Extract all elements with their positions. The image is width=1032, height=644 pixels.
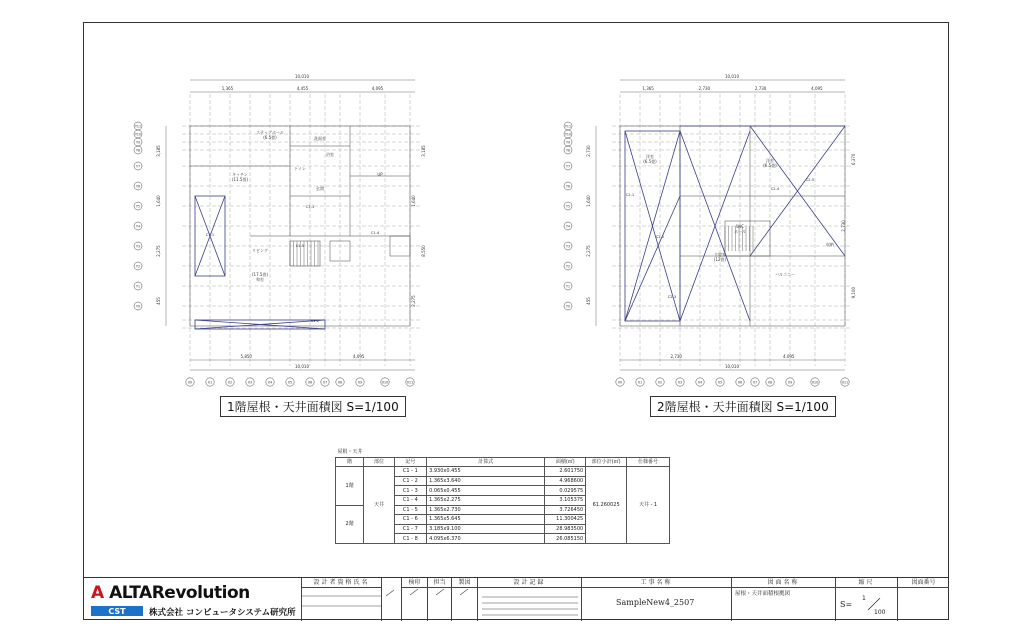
- check-cell-2: 担当: [427, 578, 451, 621]
- area-code-label: C1-1: [205, 233, 215, 237]
- grid-bubble-label: X5: [287, 380, 293, 385]
- area-code-label: C2-2: [655, 235, 665, 239]
- grid-bubble-label: X9: [357, 380, 363, 385]
- grid-bubble-label: X8: [337, 380, 343, 385]
- plan-1f-svg: [130, 66, 430, 396]
- right-dimension: 2,730: [841, 220, 846, 232]
- room-label: (11.5畳): [231, 177, 249, 182]
- spec-cell: 天井 - 1: [627, 467, 670, 544]
- bottom-dimension: 4,095: [783, 354, 795, 359]
- bottom-dimension: 4,095: [353, 354, 365, 359]
- left-dimension: 2,275: [156, 245, 161, 257]
- cell-code: C1 - 7: [394, 524, 426, 534]
- top-dimension: 4,095: [371, 86, 384, 91]
- grid-bubble-label: X8: [767, 380, 773, 385]
- cell-formula: 3.930x0.455: [427, 467, 545, 477]
- header-area: 面積(㎡): [545, 457, 586, 467]
- cell-area: 0.029575: [545, 486, 586, 496]
- drawing-name: 屋根・天井面積根拠図: [735, 591, 791, 597]
- scale-cell: 縮尺 S= 1 100: [835, 578, 897, 621]
- grid-bubble-label: Y7: [566, 164, 570, 169]
- grid-bubble-label: X2: [657, 380, 663, 385]
- area-code-label: C1-3: [305, 205, 315, 209]
- cell-formula: 4.095x6.370: [427, 534, 545, 544]
- top-dimension: 2,730: [754, 86, 767, 91]
- project-cell: 工事名称 SampleNew4_2507: [581, 578, 731, 621]
- grid-bubble-label: Y5: [566, 204, 570, 209]
- cell-formula: 1.365x3.640: [427, 476, 545, 486]
- cell-area: 4.968600: [545, 476, 586, 486]
- left-dimension: 2,275: [586, 245, 591, 257]
- plan-2f: [560, 66, 860, 414]
- area-table-header: [336, 457, 670, 467]
- area-code-label: C1-2: [310, 319, 320, 323]
- company-name: 株式会社 コンピュータシステム研究所: [149, 608, 296, 618]
- header-code: 記号: [394, 457, 426, 467]
- design-record-cell: 設計記録: [477, 578, 581, 621]
- grid-bubble-label: Y11: [564, 124, 572, 129]
- right-dimension: 1,640: [411, 195, 416, 207]
- grid-bubble-label: X2: [227, 380, 233, 385]
- top-dimension: 1,365: [221, 86, 234, 91]
- grid-bubble-label: Y10: [134, 132, 142, 137]
- room-label: トイレ: [294, 166, 306, 171]
- grid-bubble-label: X7: [322, 380, 328, 385]
- room-label: 浴室: [326, 152, 334, 157]
- room-label: ホール: [734, 229, 746, 234]
- grid-bubble-label: Y0: [136, 304, 140, 309]
- cell-formula: 1.365x2.275: [427, 495, 545, 505]
- cell-formula: 3.185x9.100: [427, 524, 545, 534]
- bottom-dimension: 5,850: [240, 354, 252, 359]
- area-code-label: C2-3: [667, 295, 677, 299]
- header-formula: 計算式: [427, 457, 545, 467]
- grid-bubble-label: Y6: [566, 184, 570, 189]
- grid-bubble-label: Y4: [136, 224, 140, 229]
- grid-bubble-label: X0: [617, 380, 623, 385]
- overall-dimension: 10,010: [725, 74, 739, 79]
- grid-bubble-label: X10: [811, 380, 819, 385]
- grid-bubble-label: X0: [187, 380, 193, 385]
- overall-dimension-bottom: 10,010: [725, 364, 739, 369]
- cell-area: 3.105375: [545, 495, 586, 505]
- designer-cell: 設計者資格氏名: [301, 578, 381, 621]
- grid-bubble-label: X10: [381, 380, 389, 385]
- left-dimension: 3,185: [156, 145, 161, 157]
- grid-bubble-label: Y6: [136, 184, 140, 189]
- grid-bubble-label: Y4: [566, 224, 570, 229]
- right-dimension: 3,185: [421, 145, 426, 157]
- cell-area: 11.300425: [545, 515, 586, 525]
- area-table: [335, 448, 670, 544]
- right-dimension: 9,100: [851, 286, 856, 299]
- area-code-label: C1-5: [295, 244, 305, 248]
- floor-cell: 2階: [336, 505, 364, 543]
- room-label: 収納: [826, 242, 834, 247]
- subtotal-cell: 61.260025: [586, 467, 627, 544]
- plan-2f-svg: [560, 66, 860, 396]
- plan-1f-caption: 1階屋根・天井面積図 S=1/100: [220, 396, 406, 417]
- cell-area: 26.085150: [545, 534, 586, 544]
- grid-bubble-label: Y5: [136, 204, 140, 209]
- header-spec: 仕様番号: [627, 457, 670, 467]
- room-label: リビング: [252, 248, 268, 253]
- room-label: 洋室: [766, 158, 774, 163]
- grid-bubble-label: Y3: [566, 244, 570, 249]
- area-code-label: C2-1: [625, 193, 635, 197]
- header-part: 部位: [364, 457, 394, 467]
- area-code-label: C2-4: [770, 187, 780, 191]
- top-dimension: 2,730: [698, 86, 711, 91]
- cell-code: C1 - 3: [394, 486, 426, 496]
- cell-formula: 1.365x5.645: [427, 515, 545, 525]
- check-cell-1: 検印: [401, 578, 427, 621]
- room-label: (17.5畳): [251, 272, 269, 277]
- grid-bubble-label: Y1: [136, 284, 140, 289]
- grid-bubble-label: Y1: [566, 284, 570, 289]
- room-label: UP: [377, 172, 383, 177]
- top-dimension: 4,455: [296, 86, 309, 91]
- cell-formula: 1.365x2.730: [427, 505, 545, 515]
- grid-bubble-label: Y0: [566, 304, 570, 309]
- left-dimension: 455: [156, 297, 161, 305]
- overall-dimension: 10,010: [295, 74, 309, 79]
- room-label: (12畳): [713, 257, 727, 262]
- header-subtotal: 部位小計(㎡): [586, 457, 627, 467]
- right-dimension: 8,550: [421, 245, 426, 257]
- grid-bubble-label: X6: [307, 380, 313, 385]
- grid-bubble-label: Y7: [136, 164, 140, 169]
- grid-bubble-label: Y9: [566, 140, 570, 145]
- left-dimension: 1,640: [156, 195, 161, 207]
- room-label: WIC: [736, 224, 744, 229]
- cell-code: C1 - 6: [394, 515, 426, 525]
- grid-bubble-label: Y2: [136, 264, 140, 269]
- room-label: 和室: [256, 277, 264, 282]
- room-label: (6.5畳): [763, 163, 777, 168]
- plan-2f-caption: 2階屋根・天井面積図 S=1/100: [650, 396, 836, 417]
- drawing-number-cell: 図面番号: [897, 578, 949, 621]
- svg-text:CST: CST: [108, 607, 126, 616]
- cell-area: 2.601750: [545, 467, 586, 477]
- area-table-caption: 屋根・天井: [336, 448, 670, 457]
- cell-code: C1 - 1: [394, 467, 426, 477]
- cell-formula: 0.065x0.455: [427, 486, 545, 496]
- title-block: [83, 577, 949, 621]
- grid-bubble-label: X4: [267, 380, 273, 385]
- bottom-dimension: 2,730: [670, 354, 682, 359]
- top-dimension: 1,365: [642, 86, 654, 91]
- area-table-row: [336, 467, 670, 477]
- cell-area: 28.983500: [545, 524, 586, 534]
- floor-cell: 1階: [336, 467, 364, 505]
- check-cell-3: 製図: [451, 578, 477, 621]
- grid-bubble-label: Y11: [134, 124, 142, 129]
- grid-bubble-label: Y2: [566, 264, 570, 269]
- grid-bubble-label: X7: [752, 380, 758, 385]
- area-code-label: C2-5: [805, 178, 815, 182]
- room-label: 洋室: [646, 154, 654, 159]
- grid-bubble-label: Y8: [136, 148, 140, 153]
- cell-code: C1 - 8: [394, 534, 426, 544]
- grid-bubble-label: Y9: [136, 140, 140, 145]
- grid-bubble-label: X11: [841, 380, 849, 385]
- room-label: バルコニー: [775, 272, 795, 277]
- right-dimension: 6,370: [851, 153, 856, 166]
- top-dimension: 4,095: [811, 86, 823, 91]
- room-label: (6.5畳): [263, 135, 277, 140]
- cell-code: C1 - 4: [394, 495, 426, 505]
- header-floor: 階: [336, 457, 364, 467]
- overall-dimension-bottom: 10,010: [295, 364, 309, 369]
- grid-bubble-label: X1: [637, 380, 643, 385]
- cell-area: 3.726450: [545, 505, 586, 515]
- cell-code: C1 - 5: [394, 505, 426, 515]
- room-label: キッチン: [232, 172, 248, 177]
- grid-bubble-label: Y8: [566, 148, 570, 153]
- plan-1f: [130, 66, 430, 414]
- logo-wordmark: A ALTARevolution: [91, 583, 250, 603]
- drawing-name-cell: 図面名称 屋根・天井面積根拠図: [731, 578, 835, 621]
- grid-bubble-label: X4: [697, 380, 703, 385]
- grid-bubble-label: X1: [207, 380, 213, 385]
- part-cell: 天井: [364, 467, 394, 544]
- room-label: (6.5畳): [643, 159, 657, 164]
- room-label: ステップホール: [256, 130, 284, 135]
- project-name: SampleNew4_2507: [616, 598, 695, 607]
- grid-bubble-label: Y10: [564, 132, 572, 137]
- grid-bubble-label: X5: [717, 380, 723, 385]
- grid-bubble-label: X9: [787, 380, 793, 385]
- grid-bubble-label: Y3: [136, 244, 140, 249]
- company-logo: [85, 582, 301, 619]
- cst-logo: [91, 606, 143, 616]
- grid-bubble-label: X11: [406, 380, 414, 385]
- grid-bubble-label: X6: [737, 380, 743, 385]
- grid-bubble-label: X3: [247, 380, 253, 385]
- room-label: 玄関: [316, 186, 324, 191]
- cell-code: C1 - 2: [394, 476, 426, 486]
- right-dimension: 2,275: [411, 295, 416, 307]
- room-label: 洗面室: [314, 136, 326, 141]
- left-dimension: 455: [586, 297, 591, 305]
- grid-bubble-label: X3: [677, 380, 683, 385]
- area-code-label: C1-4: [370, 231, 380, 235]
- room-label: 主寝室: [714, 252, 726, 257]
- left-dimension: 2,730: [586, 145, 591, 157]
- left-dimension: 1,640: [586, 195, 591, 207]
